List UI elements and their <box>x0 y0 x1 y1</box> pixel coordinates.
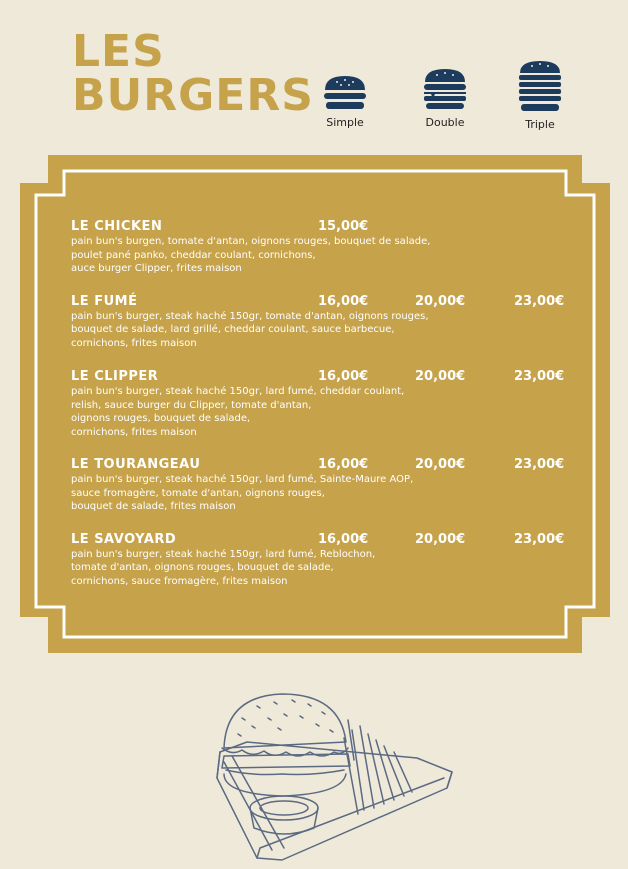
price-double: 20,00€ <box>415 457 466 472</box>
item-description: pain bun's burger, steak haché 150gr, lard fumé, Sainte-Maure AOP, sauce fromagère, tomate d'antan, oignons rouges, bouquet de salade, frites maison <box>71 474 414 512</box>
price-triple: 23,00€ <box>514 457 565 472</box>
item-name: LE TOURANGEAU <box>71 457 201 472</box>
price-triple: 23,00€ <box>514 369 565 384</box>
burger-fries-board-illustration <box>212 690 457 865</box>
menu-item-fume <box>71 294 581 351</box>
title-line-2: BURGERS <box>72 70 314 121</box>
item-description: pain bun's burger, steak haché 150gr, lard fumé, Reblochon, tomate d'antan, oignons rouges, bouquet de salade, cornichons, sauce fromagère, frites maison <box>71 548 376 587</box>
title-line-1: LES <box>72 26 165 77</box>
menu-item-clipper <box>71 369 581 439</box>
item-description: pain bun's burgen, tomate d'antan, oignons rouges, bouquet de salade, poulet pané panko, cheddar coulant, cornichons, auce burger Clipper, frites maison <box>71 236 431 274</box>
size-label-triple: Triple <box>525 118 555 131</box>
triple-burger-icon <box>516 60 564 112</box>
size-legend <box>0 60 628 140</box>
price-triple: 23,00€ <box>514 531 565 547</box>
size-double <box>405 68 485 129</box>
size-label-double: Double <box>425 116 465 129</box>
menu-item-chicken <box>71 219 581 276</box>
price-double: 20,00€ <box>415 531 466 547</box>
price-double: 20,00€ <box>415 369 466 384</box>
item-description: pain bun's burger, steak haché 150gr, lard fumé, cheddar coulant, relish, sauce burger du Clipper, tomate d'antan, oignons rouges, bouquet de salade, cornichons, frites maison <box>71 386 405 438</box>
price-double: 20,00€ <box>415 293 466 309</box>
item-description: pain bun's burger, steak haché 150gr, tomate d'antan, oignons rouges, bouquet de salade, lard grillé, cheddar coulant, sauce barbecue, cornichons, frites maison <box>71 310 429 349</box>
size-triple <box>500 60 580 131</box>
price-simple: 16,00€ <box>318 293 369 309</box>
price-simple: 16,00€ <box>318 369 369 384</box>
price-simple: 16,00€ <box>318 457 369 472</box>
menu-item-tourangeau <box>71 457 581 514</box>
item-name: LE FUMÉ <box>71 293 138 309</box>
size-label-simple: Simple <box>326 116 364 129</box>
price-simple: 16,00€ <box>318 531 369 547</box>
simple-burger-icon <box>321 74 369 110</box>
item-name: LE SAVOYARD <box>71 531 177 547</box>
price-simple: 15,00€ <box>318 219 369 234</box>
double-burger-icon <box>421 68 469 110</box>
price-triple: 23,00€ <box>514 293 565 309</box>
size-simple <box>305 74 385 129</box>
menu-item-savoyard <box>71 532 581 589</box>
item-name: LE CHICKEN <box>71 219 163 234</box>
burger-menu-list <box>71 219 581 608</box>
item-name: LE CLIPPER <box>71 369 159 384</box>
